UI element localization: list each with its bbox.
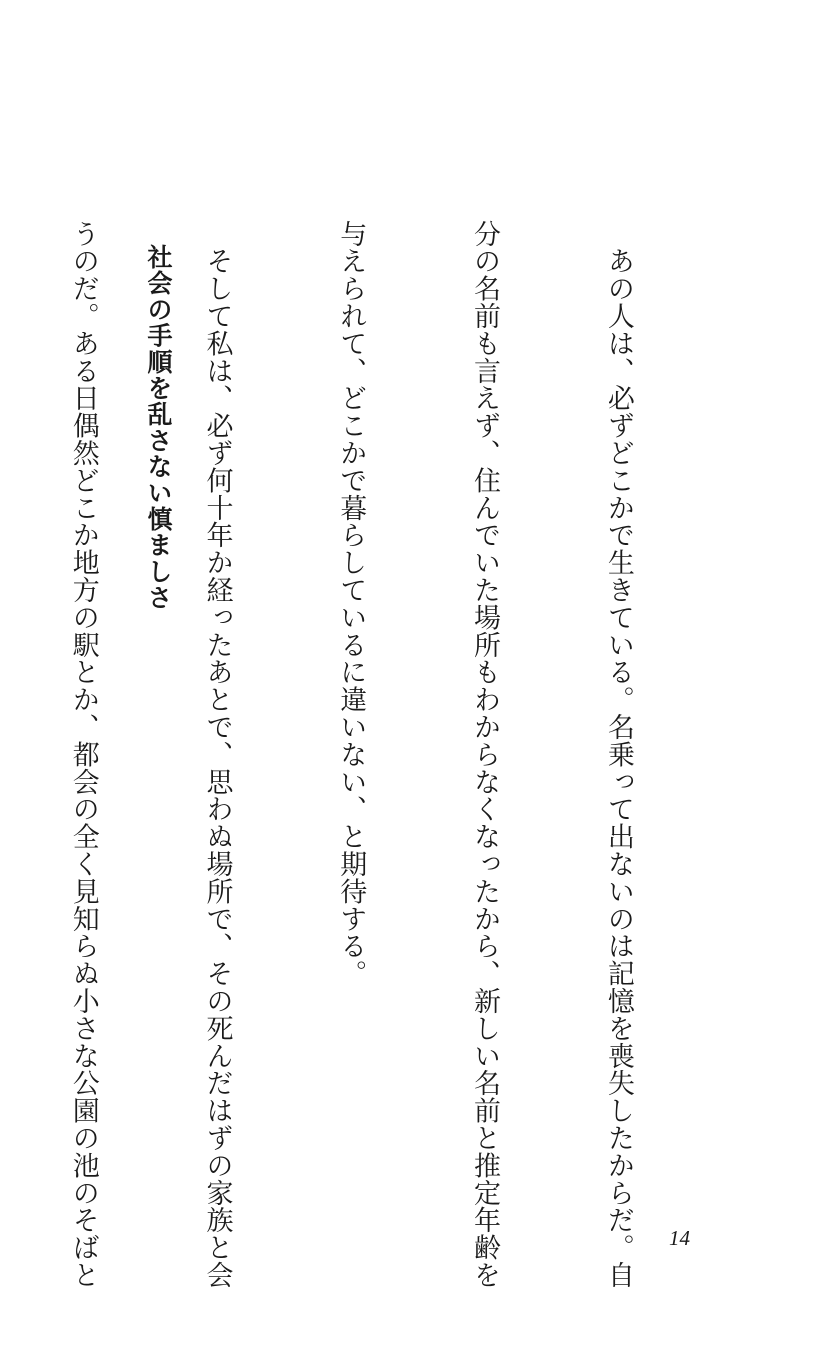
text-line: 与えられて、どこかで暮らしているに違いない、と期待する。 [335,220,367,988]
text-line: あの人は、必ずどこかで生きている。名乗って出ないのは記憶を喪失したからだ。自 [602,220,634,1289]
text-line: 分の名前も言えず、住んでいた場所もわからなくなったから、新しい名前と推定年齢を [469,220,501,1289]
text-line: うのだ。ある日偶然どこか地方の駅とか、都会の全く見知らぬ小さな公園の池のそばと [67,220,99,1289]
text-line: そして私は、必ず何十年か経ったあとで、思わぬ場所で、その死んだはずの家族と会 [201,220,233,1289]
running-head: 社会の手順を乱さない慎ましさ [144,244,173,611]
page-number: 14 [669,1226,690,1250]
